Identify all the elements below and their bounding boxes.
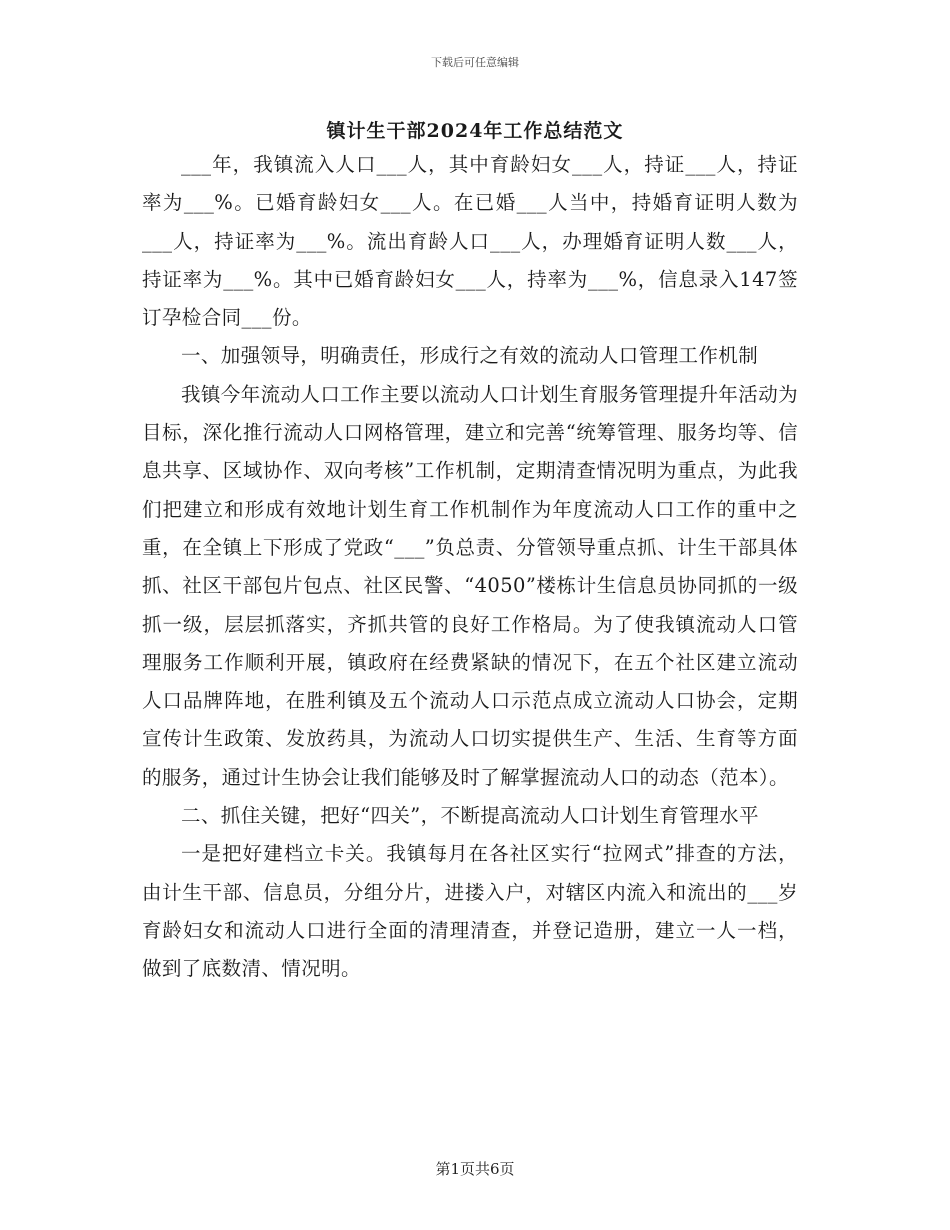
paragraph-section-2: 一是把好建档立卡关。我镇每月在各社区实行“拉网式”排查的方法，由计生干部、信息员，分组分片，进搂入户，对辖区内流入和流出的___岁育龄妇女和流动人口进行全面的清理清查，并登记造册，建立一人一档，做到了底数清、情况明。 [142, 842, 798, 981]
paragraph-statistics: ___年，我镇流入人口___人，其中育龄妇女___人，持证___人，持证率为___%。已婚育龄妇女___人。在已婚___人当中，持婚育证明人数为___人，持证率为___%。流出育龄人口___人，办理婚育证明人数___人，持证率为___%。其中已婚育龄妇女___人，持率为___%，信息录入147签订孕检合同___份。 [142, 153, 798, 330]
section-heading-2: 二、抓住关键，把好“四关”，不断提高流动人口计划生育管理水平 [181, 804, 759, 828]
paragraph-section-1: 我镇今年流动人口工作主要以流动人口计划生育服务管理提升年活动为目标，深化推行流动人口网格管理，建立和完善“统筹管理、服务均等、信息共享、区域协作、双向考核”工作机制，定期清查情况明为重点，为此我们把建立和形成有效地计划生育工作机制作为年度流动人口工作的重中之重，在全镇上下形成了党政“___”负总责、分管领导重点抓、计生干部具体抓、社区干部包片包点、社区民警、“4050”楼栋计生信息员协同抓的一级抓一级，层层抓落实，齐抓共管的良好工作格局。为了使我镇流动人口管理服务工作顺利开展，镇政府在经费紧缺的情况下，在五个社区建立流动人口品牌阵地，在胜利镇及五个流动人口示范点成立流动人口协会，定期宣传计生政策、发放药具，为流动人口切实提供生产、生活、生育等方面的服务，通过计生协会让我们能够及时了解掌握流动人口的动态（范本）。 [142, 382, 798, 789]
page-header-note: 下载后可任意编辑 [431, 56, 519, 69]
document-body [142, 146, 798, 989]
document-title: 镇计生干部2024年工作总结范文 [326, 120, 624, 142]
section-heading-1: 一、加强领导，明确责任，形成行之有效的流动人口管理工作机制 [181, 344, 759, 368]
page-number: 第1页共6页 [435, 1160, 515, 1178]
